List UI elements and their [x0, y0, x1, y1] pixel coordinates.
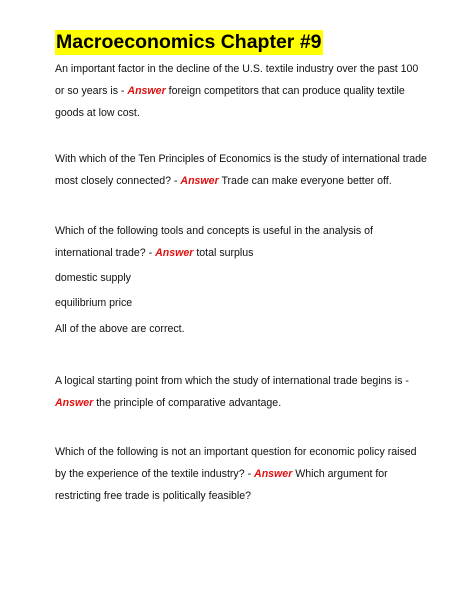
- question-2-text: With which of the Ten Principles of Economics is the study of international trade most closely connected? -: [55, 153, 427, 187]
- question-1: [55, 58, 427, 124]
- answer-2-text: Trade can make everyone better off.: [218, 175, 392, 187]
- answer-label: Answer: [127, 85, 166, 97]
- question-4: [55, 370, 427, 414]
- option-all-correct: All of the above are correct.: [55, 323, 185, 335]
- question-3: [55, 220, 427, 264]
- question-4-text: A logical starting point from which the study of international trade begins is -: [55, 375, 409, 387]
- answer-1-text: foreign competitors that can produce quality textile goods at low cost.: [55, 85, 405, 119]
- answer-label: Answer: [254, 468, 293, 480]
- option-equilibrium-price: equilibrium price: [55, 297, 133, 309]
- answer-4-text: the principle of comparative advantage.: [93, 397, 282, 409]
- answer-label: Answer: [180, 175, 219, 187]
- option-domestic-supply: domestic supply: [55, 272, 131, 284]
- answer-3-text: total surplus: [193, 247, 254, 259]
- page-title: Macroeconomics Chapter #9: [56, 31, 322, 53]
- question-5-text: Which of the following is not an important question for economic policy raised by the experience of the textile industry? -: [55, 446, 417, 480]
- answer-label: Answer: [155, 247, 194, 259]
- question-3-text: Which of the following tools and concepts is useful in the analysis of international trade? -: [55, 225, 373, 259]
- question-2: [55, 148, 427, 192]
- question-5: [55, 441, 427, 507]
- answer-label: Answer: [55, 397, 94, 409]
- question-1-text: An important factor in the decline of the U.S. textile industry over the past 100 or so years is -: [55, 63, 419, 97]
- answer-5-text: Which argument for restricting free trade is politically feasible?: [55, 468, 388, 502]
